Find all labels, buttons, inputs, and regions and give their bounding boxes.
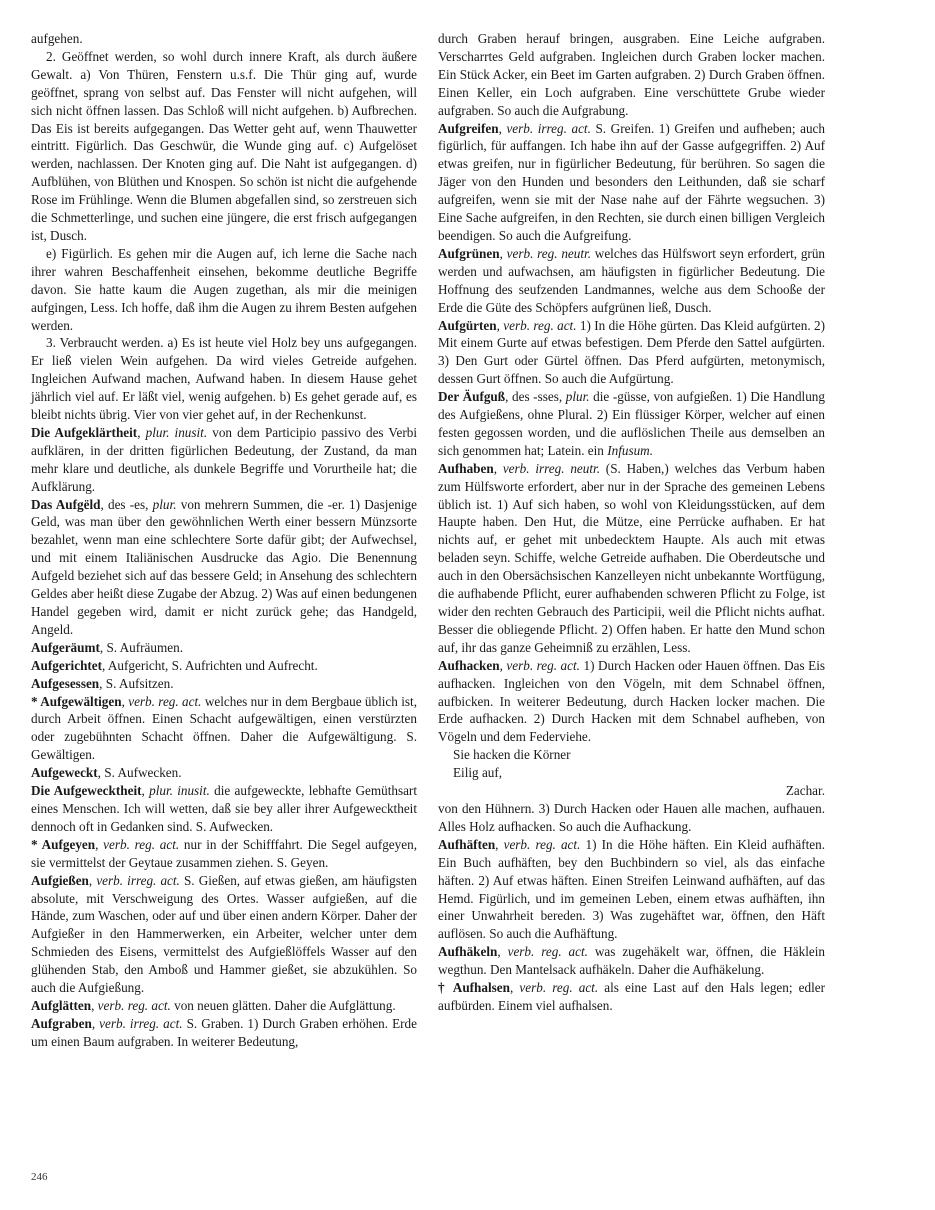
grammar-label: verb. reg. act. [503, 836, 581, 852]
definition: , S. Aufsitzen. [99, 675, 174, 691]
grammar-label: verb. irreg. act. [99, 1015, 183, 1031]
entry-mark: * [31, 693, 41, 709]
entry-aufgewaeltigen [31, 693, 417, 765]
separator: , [95, 836, 104, 852]
left-column [31, 30, 417, 1051]
separator: , [497, 944, 508, 960]
grammar-label: verb. irreg. act. [96, 872, 180, 888]
entry-aufhalsen [438, 979, 825, 1015]
paragraph: e) Figürlich. Es gehen mir die Augen auf, ich lerne die Sache nach ihrer wahren Beschaffenheit einsehen, bekomme deutliche Begriffe davon. Sie hatte kaum die Augen zugethan, als mir die meinigen aufgingen, Less. Ich hoffe, daß ihm die Augen zu ihrem Besten aufgehen werden. [31, 245, 417, 333]
definition: , S. Aufräumen. [99, 639, 184, 655]
separator: , [498, 120, 507, 136]
headword: Aufgürten [438, 317, 497, 333]
entry-aufhaben [438, 460, 825, 657]
separator: , [91, 997, 98, 1013]
definition: S. Gießen, auf etwas gießen, am häufigsten absolute, mit Verschweigung des Ortes. Wasser aufgießen, auf die Hände, zum Waschen, oder auf und über einen andern Körper. Daher der Aufgießer in den Hammerwerken, ein Arbeiter, welcher unter dem Schmieden des Eisens, vermittelst des Aufgießlöffels Wasser auf den glühenden Stab, den Amboß und Hammer gießet, sie abzukühlen. So auch die Aufgießung. [31, 872, 418, 996]
quote-line: Eilig auf, [453, 765, 503, 781]
definition: welches das Hülfswort seyn erfordert, grün werden und aufwachsen, am häufigsten in figürlicher Bedeutung. Die Hoffnung des seufzenden Landmannes, welche aus dem Schooße der Erde die Güte des Schöpfers aufgrünen ließ, Dusch. [438, 245, 826, 315]
definition: die -güsse, von aufgießen. 1) Die Handlung des Aufgießens, ohne Plural. 2) Ein flüssiger Körper, welcher auf einen festen gegossen worden, und die auflöslichen Theile aus demselben an sich genommen hat; Latein. ein [438, 389, 825, 458]
entry-aufgeld [31, 496, 417, 639]
entry-aufglaetten [31, 997, 417, 1015]
entry-aufhacken [438, 657, 825, 747]
paragraph: von den Hühnern. 3) Durch Hacken oder Hauen alle machen, aufhauen. Alles Holz aufhacken. So auch die Aufhackung. [438, 800, 825, 834]
definition: 1) Durch Hacken oder Hauen öffnen. Das Eis aufhacken. Ingleichen von den Vögeln, mit dem Schnabel öffnen, aufbicken. In weiterer Bedeutung, durch Hacken locker machen. Die Erde aufhacken. 2) Durch Hacken mit dem Schnabel aufheben, von Vögeln und dem Federviehe. [438, 657, 825, 745]
entry-aufgerichtet [31, 657, 417, 675]
entry-aufgesessen [31, 675, 417, 693]
definition: , S. Aufwecken. [97, 765, 182, 781]
grammar-label: verb. reg. neutr. [506, 245, 592, 261]
quote-line: Sie hacken die Körner [453, 747, 571, 763]
grammar-label: plur. [565, 389, 590, 405]
headword: Der Äufguß [438, 389, 506, 405]
latin-term: Infusum. [607, 442, 653, 458]
inflection: , des -sses, [505, 389, 566, 405]
headword: Aufgerichtet [31, 657, 103, 673]
headword: Aufhaben [438, 460, 494, 476]
separator: , [499, 657, 507, 673]
definition: 1) In die Höhe gürten. Das Kleid aufgürten. 2) Mit einem Gurte auf etwas befestigen. Dem Pferde den Sattel aufgürten. 3) Den Gurt oder Gürtel öffnen. Das Pferd aufgürten, metonymisch, dessen Gurt öffnen. So auch die Aufgürtung. [438, 317, 825, 387]
headword: Das Aufgëld [31, 496, 101, 512]
definition: S. Greifen. 1) Greifen und aufheben; auch figürlich, für auffangen. Ich habe ihn auf der Gasse aufgegriffen. 2) Auf etwas greifen, nur in figürlicher Bedeutung, für berühren. So sagen die Jäger von den Hunden und besonders den Leithunden, daß sie scharf aufgreifen, wenn sie mit der Nase nahe auf der Fährte wegsuchen. 3) Eine Sache aufgreifen, in den Rechten, sie durch einen billigen Vergleich beendigen. So auch die Aufgreifung. [438, 120, 826, 243]
right-column [438, 30, 825, 1015]
paragraph: 3. Verbraucht werden. a) Es ist heute viel Holz bey uns aufgegangen. Er ließ vielen Wein aufgehen. Da wird vieles Getreide aufgehen. Ingleichen Aufwand machen, Aufwand haben. In diesem Hause gehet jährlich viel auf. Er läßt viel, wenig aufgehen. b) Es gehet gerade auf, es bleibt nichts übrig. Vier von vier gehet auf, in der Rechenkunst. [31, 335, 417, 423]
definition: die aufgeweckte, lebhafte Gemüthsart eines Menschen. Ich will wetten, daß sie bey aller ihrer Aufgewecktheit dennoch oft in Gedanken sind. S. Aufwecken. [31, 783, 417, 834]
separator: , [91, 1015, 100, 1031]
headword: Aufgrünen [438, 245, 500, 261]
entry-aufhaekeln [438, 943, 825, 979]
definition: als eine Last auf den Hals legen; edler aufbürden. Einem viel aufhalsen. [438, 980, 825, 1013]
grammar-label: verb. reg. act. [503, 317, 577, 333]
separator: , [493, 460, 503, 476]
entry-aufguerten [438, 317, 825, 389]
grammar-label: plur. inusit. [149, 783, 210, 799]
definition: 1) In die Höhe häften. Ein Kleid aufhäften. Ein Buch aufhäften, bey den Buchbindern so viel, als das einfache häften. 2) Auf etwas häften. Einen Streifen Leinwand aufhäften, auf das Hemd. Figürlich, und im gemeinen Leben, einem etwas aufhäften, ihn einer Unwahrheit bereden. 3) Was zugehäftet war, öffnen, den Häft auflösen. So auch die Aufhäftung. [438, 836, 826, 942]
grammar-label: verb. reg. act. [128, 693, 202, 709]
separator: , [141, 783, 150, 799]
headword: Aufgeräumt [31, 639, 100, 655]
grammar-label: verb. reg. act. [103, 836, 180, 852]
grammar-label: verb. reg. act. [507, 944, 588, 960]
headword: Aufgeweckt [31, 765, 98, 781]
entry-aufgeraeumt [31, 639, 417, 657]
entry-mark: † [438, 980, 453, 996]
grammar-label: verb. reg. act. [506, 657, 580, 673]
definition: von dem Participio passivo des Verbi aufklären, in der dritten figürlichen Bedeutung, der Zustand, da man mehr klare und deutliche, als dunkele Begriffe und Vorurtheile hat; die Aufklärung. [31, 424, 417, 494]
headword: Aufgießen [31, 872, 89, 888]
headword: Aufhäften [438, 836, 496, 852]
separator: , [88, 872, 97, 888]
entry-aufgiessen [31, 872, 417, 997]
definition: welches nur in dem Bergbaue üblich ist, durch Arbeit öffnen. Einen Schacht aufgewältigen, einen verstürzten oder zugebühnten Schacht öffnen. Daher die Aufgewältigung. S. Gewältigen. [31, 693, 417, 763]
entry-aufgraben [31, 1015, 417, 1051]
grammar-label: verb. irreg. act. [506, 120, 591, 136]
entry-aufguss [438, 388, 825, 460]
page-number: 246 [31, 1171, 48, 1183]
quote-author: Zachar. [785, 783, 825, 799]
definition: S. Graben. 1) Durch Graben erhöhen. Erde um einen Baum aufgraben. In weiterer Bedeutung, [31, 1015, 417, 1049]
headword: Die Aufgewecktheit [31, 783, 142, 799]
headword: Aufgewältigen [40, 693, 122, 709]
headword: Aufgeyen [41, 836, 96, 852]
definition: was zugehäkelt war, öffnen, die Häklein wegthun. Den Mantelsack aufhäkeln. Daher die Aufhäkelung. [438, 944, 825, 978]
definition: von neuen glätten. Daher die Aufglättung. [170, 997, 396, 1013]
entry-aufgeweckt [31, 764, 417, 782]
separator: , [121, 693, 129, 709]
entry-aufgeyen [31, 836, 417, 872]
grammar-label: verb. reg. act. [519, 980, 599, 996]
grammar-label: verb. irreg. neutr. [502, 460, 600, 476]
headword: Aufgreifen [438, 120, 499, 136]
separator: , [496, 317, 504, 333]
entry-aufgeklaertheit: Die Aufgeklärtheit, plur. inusit. von dem Participio passivo des Verbi aufklären, in der dritten figürlichen Bedeutung, der Zustand, da man mehr klare und deutliche, als dunkele Begriffe und Vorurtheile hat; die Aufklärung. [31, 424, 417, 494]
separator: , [495, 836, 504, 852]
paragraph: 2. Geöffnet werden, so wohl durch innere Kraft, als durch äußere Gewalt. a) Von Thüren, Fenstern u.s.f. Die Thür ging auf, wurde geöffnet, sprang von selbst auf. Das Fenster will nicht aufgehen, will sich nicht öffnen lassen. Das Schloß will nicht aufgehen. b) Aufbrechen. Das Eis ist bereits aufgegangen. Das Wetter geht auf, wenn Thauwetter eintritt. Figürlich. Das Geschwür, die Wunde ging auf. c) Aufgelöset werden, nachlassen. Der Knoten ging auf. Die Naht ist aufgegangen. d) Aufblühen, von Blüthen und Knospen. So schön ist nicht die aufgehende Rose im Frühlinge. Wenn die Blumen abgefallen sind, so zerstreuen sich die Schmetterlinge, und suchen eine jüngere, die erst frisch aufgegangen ist, Dusch. [31, 48, 417, 243]
paragraph: aufgehen. [31, 31, 83, 46]
inflection: , des -es, [100, 496, 153, 512]
headword: Aufgesessen [31, 675, 100, 691]
entry-aufhaeften [438, 836, 825, 943]
definition: von mehrern Summen, die -er. 1) Dasjenige Geld, was man über den gewöhnlichen Werth einer bessern Münzsorte bezahlet, wenn man eine schlechtere Sorte dafür gibt; der Aufwechsel, und mit einem Italiänischen Ausdrucke das Agio. Die Benennung Aufgeld beziehet sich auf das bessere Geld; in Ansehung des schlechtern Geldes aber heißt diese Zugabe der Abzug. 2) Was auf einen bedungenen Handel gegeben wird, damit er nicht zurück gehe; das Handgeld, Angeld. [31, 496, 417, 637]
grammar-label: plur. inusit. [145, 424, 208, 440]
separator: , [499, 245, 507, 261]
grammar-label: verb. reg. act. [97, 997, 171, 1013]
separator: , [509, 980, 520, 996]
entry-aufgruenen [438, 245, 825, 317]
entry-mark: * [31, 836, 42, 852]
definition: (S. Haben,) welches das Verbum haben zum Hülfsworte erfordert, aber nur in der Sprache des gemeinen Lebens üblich ist. 1) Auf sich haben, so wohl von Kleidungsstücken, auf dem Haupte haben. Den Hut, die Mütze, eine Perrücke aufhaben. Er hat nichts auf, er gehet mit unbedecktem Haupte. Als auch mit etwas beladen seyn. Schiffe, welche Getreide aufhaben. Die Oberdeutsche und auch in den Obersächsischen Kanzelleyen nicht unbekannte Wortfügung, die aufhabende Pflicht, eurer aufhabenden schweren Pflicht zu Folge, ist wider den rechten Gebrauch des Participii, weil die Pflicht nichts aufhat. Besser die obliegende Pflicht. 2) Offen haben. Er hatte den Mund schon auf, ihr das ganze Geheimniß zu erzählen, Less. [438, 460, 825, 655]
headword: Aufhalsen [452, 980, 510, 996]
headword: Aufglätten [31, 997, 92, 1013]
entry-aufgreifen [438, 120, 825, 245]
definition: , Aufgericht, S. Aufrichten und Aufrecht. [102, 657, 318, 673]
headword: Aufgraben [31, 1015, 92, 1031]
headword: Die Aufgeklärtheit [31, 424, 138, 440]
paragraph: durch Graben herauf bringen, ausgraben. Eine Leiche aufgraben. Verscharrtes Geld aufgraben. Ingleichen durch Graben locker machen. Ein Stück Acker, ein Beet im Garten aufgraben. 2) Durch Graben öffnen. Einen Keller, ein Loch aufgraben. Eine verschüttete Grube wieder aufgraben. So auch die Aufgrabung. [438, 31, 825, 118]
headword: Aufhacken [438, 657, 500, 673]
entry-aufgewecktheit [31, 782, 417, 836]
grammar-label: plur. [152, 496, 177, 512]
headword: Aufhäkeln [438, 944, 498, 960]
definition: nur in der Schifffahrt. Die Segel aufgeyen, sie vermittelst der Geytaue zusammen ziehen. S. Geyen. [31, 836, 417, 870]
